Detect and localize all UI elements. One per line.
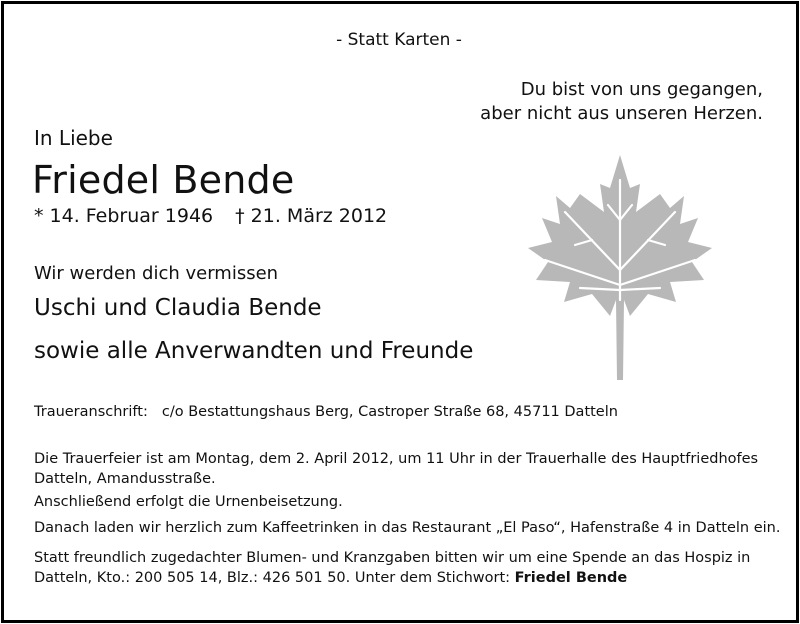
mourners-line-2: sowie alle Anverwandten und Freunde	[34, 338, 474, 364]
farewell-text: Wir werden dich vermissen	[34, 263, 279, 284]
quote-line-1: Du bist von uns gegangen,	[520, 79, 763, 100]
address-value: c/o Bestattungshaus Berg, Castroper Straße 68, 45711 Datteln	[161, 404, 618, 420]
intro-text: In Liebe	[34, 126, 113, 150]
mourners-line-1: Uschi und Claudia Bende	[34, 295, 322, 321]
donation-paragraph	[34, 548, 774, 588]
memorial-quote	[480, 78, 763, 126]
birth-date: * 14. Februar 1946	[34, 205, 214, 227]
urn-paragraph: Anschließend erfolgt die Urnenbeisetzung.	[34, 494, 343, 510]
header-text: - Statt Karten -	[336, 30, 462, 50]
maple-leaf-icon	[520, 150, 720, 380]
address-label: Traueranschrift:	[34, 404, 148, 420]
ceremony-paragraph: Die Trauerfeier ist am Montag, dem 2. April 2012, um 11 Uhr in der Trauerhalle des Hauptfriedhofes Datteln, Amandusstraße.	[34, 451, 759, 487]
mourning-address	[34, 404, 618, 420]
life-dates	[34, 205, 387, 227]
coffee-paragraph: Danach laden wir herzlich zum Kaffeetrinken in das Restaurant „El Paso“, Hafenstraße 4 in Datteln ein.	[34, 520, 781, 536]
death-date: † 21. März 2012	[235, 205, 388, 227]
quote-line-2: aber nicht aus unseren Herzen.	[480, 103, 763, 124]
donation-text: Statt freundlich zugedachter Blumen- und Kranzgaben bitten wir um eine Spende an das Hospiz in Datteln, Kto.: 200 505 14, Blz.: 426 501 50. Unter dem Stichwort:	[34, 550, 751, 586]
donation-keyword: Friedel Bende	[514, 570, 628, 586]
deceased-name: Friedel Bende	[32, 158, 295, 202]
